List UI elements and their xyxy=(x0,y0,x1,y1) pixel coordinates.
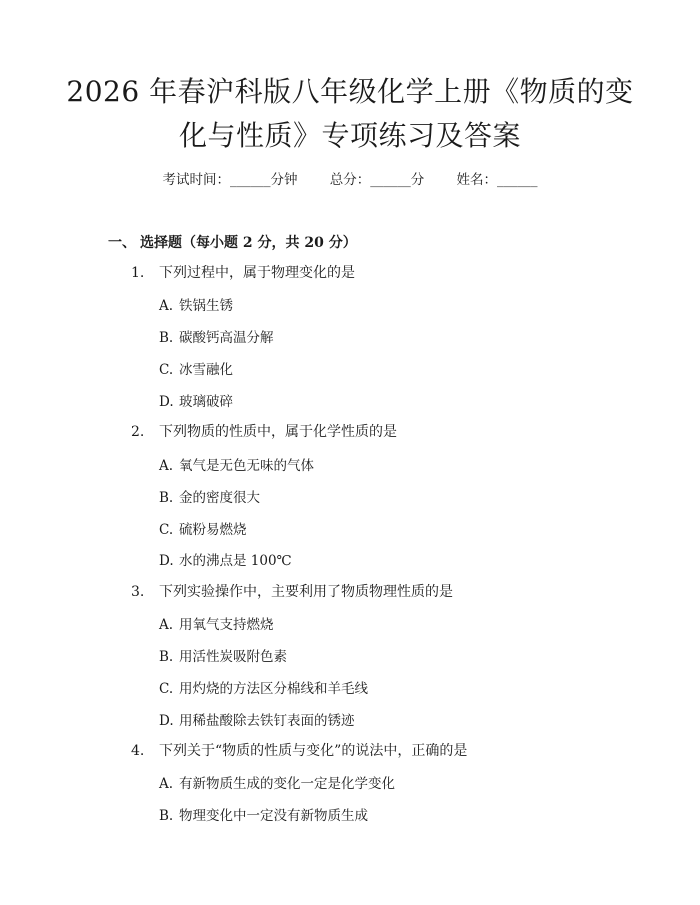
question-text: 下列物质的性质中，属于化学性质的是 xyxy=(159,424,397,440)
option-3d xyxy=(159,709,355,729)
option-label: D. xyxy=(159,394,174,410)
option-2d xyxy=(159,549,292,569)
option-4b xyxy=(159,804,368,824)
option-text: 金的密度很大 xyxy=(179,490,260,506)
document-title: 2026 年春沪科版八年级化学上册《物质的变化与性质》专项练习及答案 xyxy=(66,75,634,152)
name-field: 姓名：______ xyxy=(456,172,538,188)
option-4a xyxy=(159,772,395,792)
question-2 xyxy=(131,421,397,441)
question-text: 下列实验操作中，主要利用了物质物理性质的是 xyxy=(159,584,453,600)
option-label: D. xyxy=(159,713,174,729)
option-text: 用灼烧的方法区分棉线和羊毛线 xyxy=(179,681,368,697)
question-number: 4. xyxy=(131,743,145,759)
option-text: 用稀盐酸除去铁钉表面的锈迹 xyxy=(179,713,355,729)
exam-time-field: 考试时间：______分钟 xyxy=(162,172,298,188)
option-1d xyxy=(159,390,233,410)
question-number: 1. xyxy=(131,265,145,281)
exam-info-line xyxy=(0,168,700,188)
question-text: 下列关于“物质的性质与变化”的说法中，正确的是 xyxy=(159,743,468,759)
option-text: 氧气是无色无味的气体 xyxy=(179,458,314,474)
option-label: B. xyxy=(159,649,174,665)
option-text: 有新物质生成的变化一定是化学变化 xyxy=(179,776,395,792)
question-3 xyxy=(131,581,453,601)
option-label: B. xyxy=(159,330,174,346)
option-1b xyxy=(159,326,274,346)
question-text: 下列过程中，属于物理变化的是 xyxy=(159,265,355,281)
option-label: B. xyxy=(159,490,174,506)
option-text: 水的沸点是 100℃ xyxy=(179,553,292,569)
option-2b xyxy=(159,486,260,506)
option-1c xyxy=(159,358,233,378)
option-text: 物理变化中一定没有新物质生成 xyxy=(179,808,368,824)
option-label: A. xyxy=(159,776,174,792)
question-1 xyxy=(131,262,355,282)
option-2c xyxy=(159,518,247,538)
option-text: 冰雪融化 xyxy=(179,362,233,378)
question-number: 2. xyxy=(131,424,145,440)
section-title: 选择题（每小题 2 分，共 20 分） xyxy=(140,235,357,251)
question-4 xyxy=(131,740,467,760)
option-text: 用活性炭吸附色素 xyxy=(179,649,287,665)
option-label: A. xyxy=(159,458,174,474)
option-3b xyxy=(159,645,287,665)
option-1a xyxy=(159,294,233,314)
option-label: C. xyxy=(159,522,174,538)
section-number: 一、 xyxy=(108,235,136,251)
option-3c xyxy=(159,677,368,697)
option-2a xyxy=(159,454,314,474)
option-text: 铁锅生锈 xyxy=(179,298,233,314)
option-label: C. xyxy=(159,362,174,378)
option-label: A. xyxy=(159,298,174,314)
option-label: A. xyxy=(159,617,174,633)
option-text: 用氧气支持燃烧 xyxy=(179,617,274,633)
section-heading xyxy=(108,232,357,252)
option-text: 玻璃破碎 xyxy=(179,394,233,410)
option-text: 硫粉易燃烧 xyxy=(179,522,247,538)
option-3a xyxy=(159,613,274,633)
total-score-field: 总分：______分 xyxy=(329,172,425,188)
option-label: B. xyxy=(159,808,174,824)
option-label: C. xyxy=(159,681,174,697)
option-label: D. xyxy=(159,553,174,569)
question-number: 3. xyxy=(131,584,145,600)
option-text: 碳酸钙高温分解 xyxy=(179,330,274,346)
